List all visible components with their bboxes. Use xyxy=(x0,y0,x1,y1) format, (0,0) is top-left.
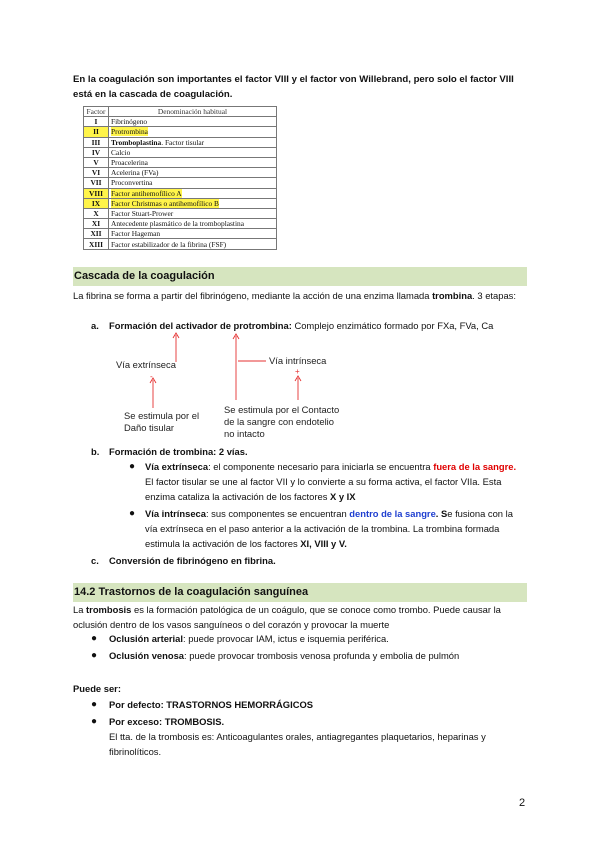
via-intrinseca-sign: + xyxy=(295,367,300,376)
bullet-icon: ● xyxy=(129,461,136,472)
bullet-icon: ● xyxy=(129,508,136,519)
via-intrinseca-item xyxy=(145,506,527,551)
factor-name-text: Acelerina (FVa) xyxy=(111,168,159,178)
factor-number: VI xyxy=(84,168,109,178)
p-bold: trombosis xyxy=(86,604,132,615)
factor-number: XIII xyxy=(84,239,109,249)
via-extrinseca-label: Vía extrínseca xyxy=(116,359,176,370)
factor-number: V xyxy=(84,157,109,167)
factor-name-text: Fibrinógeno xyxy=(111,117,148,127)
item-a-label: a. xyxy=(91,320,99,331)
factor-number: XII xyxy=(84,229,109,239)
factor-number: X xyxy=(84,208,109,218)
cascada-intro-text: La fibrina se forma a partir del fibrinógeno, mediante la acción de una enzima llamada xyxy=(73,290,433,301)
via-extrinseca-sign: - xyxy=(150,372,153,381)
tratamiento-text: El tta. de la trombosis es: Anticoagulantes orales, antiagregantes plaquetarios, heparinas y fibrinolíticos. xyxy=(109,731,486,757)
factor-name-bold: Tromboplastina xyxy=(111,137,162,147)
b2-title: Vía intrínseca xyxy=(145,508,206,519)
factor-number: VIII xyxy=(84,188,109,198)
b1-red: fuera de la sangre. xyxy=(433,461,517,472)
oclusion-venosa-text: : puede provocar trombosis venosa profunda y embolia de pulmón xyxy=(184,650,460,661)
factor-name-text: Protrombina xyxy=(111,127,148,137)
oclusion-venosa-item xyxy=(109,648,529,663)
b1-text: El factor tisular se une al factor VII y lo convierte a su forma activa, el factor VIIa. Esta enzima cataliza la activación de los factores xyxy=(145,476,502,502)
b1-title: Vía extrínseca xyxy=(145,461,209,472)
por-exceso-item: Por exceso: TROMBOSIS. xyxy=(109,716,225,727)
item-b-label: b. xyxy=(91,446,100,457)
b2-bold: XI, VIII y V. xyxy=(300,538,347,549)
factor-name-text: Antecedente plasmático de la tromboplastina xyxy=(111,219,244,229)
factor-name-text: Factor Stuart-Prower xyxy=(111,208,174,218)
trombosis-paragraph xyxy=(73,602,528,632)
section-heading-cascada: Cascada de la coagulación xyxy=(73,267,527,286)
b1-pre: : el componente necesario para iniciarla se encuentra xyxy=(208,461,434,472)
cascada-intro-bold: trombina xyxy=(432,290,473,301)
factor-name-text: Factor estabilizador de la fibrina (FSF) xyxy=(111,239,227,249)
page-number: 2 xyxy=(519,797,526,809)
factor-number: VII xyxy=(84,178,109,188)
via-intrinseca-label: Vía intrínseca xyxy=(269,355,327,366)
item-a-title: Formación del activador de protrombina: xyxy=(109,320,292,331)
factor-name-text: Factor Hageman xyxy=(111,229,161,239)
item-c-title: Conversión de fibrinógeno en fibrina. xyxy=(109,555,276,566)
bullet-icon: ● xyxy=(91,699,98,710)
b2-text-a: . S xyxy=(435,508,448,519)
b1-bold: X y IX xyxy=(330,491,356,502)
item-a-text: Complejo enzimático formado por FXa, FVa, Ca xyxy=(291,320,494,331)
factor-name-text: Proacelerina xyxy=(111,158,148,168)
table-header-denominacion: Denominación habitual xyxy=(109,107,277,117)
factor-number: IV xyxy=(84,147,109,157)
cascada-intro-end: . 3 etapas: xyxy=(472,290,516,301)
oclusion-venosa-title: Oclusión venosa xyxy=(109,650,185,661)
factor-number: I xyxy=(84,117,109,127)
factor-number: IX xyxy=(84,198,109,208)
factor-name-text: Factor Christmas o antihemofílico B xyxy=(111,198,219,208)
oclusion-arterial-text: : puede provocar IAM, ictus e isquemia periférica. xyxy=(182,633,389,644)
factor-name-text: Proconvertina xyxy=(111,178,153,188)
oclusion-arterial-title: Oclusión arterial xyxy=(109,633,183,644)
factor-name-text: Factor antihemofílico A xyxy=(111,188,182,198)
factor-number: XI xyxy=(84,219,109,229)
bullet-icon: ● xyxy=(91,633,98,644)
b2-blue: dentro de la sangre xyxy=(349,508,436,519)
p-pre: La xyxy=(73,604,87,615)
por-defecto-item: Por defecto: TRASTORNOS HEMORRÁGICOS xyxy=(109,699,314,710)
intro-paragraph: En la coagulación son importantes el factor VIII y el factor von Willebrand, pero solo el factor VIII está en la cascada de coagulación. xyxy=(73,74,514,100)
via-intrinseca-note: Se estimula por el Contacto de la sangre con endotelio no intacto xyxy=(224,404,340,439)
via-extrinseca-item xyxy=(145,459,525,504)
puede-ser-label: Puede ser: xyxy=(73,683,121,694)
item-c-label: c. xyxy=(91,555,99,566)
oclusion-arterial-item xyxy=(109,631,529,646)
bullet-icon: ● xyxy=(91,716,98,727)
factor-number: II xyxy=(84,127,109,137)
via-extrinseca-note: Se estimula por el Daño tisular xyxy=(124,410,200,433)
section-heading-trastornos: 14.2 Trastornos de la coagulación sanguínea xyxy=(73,583,527,602)
p-text: es la formación patológica de un coágulo, que se conoce como trombo. Puede causar la oclusión dentro de los vasos sanguíneos o del corazón y provocar la muerte xyxy=(73,604,501,630)
table-header-factor: Factor xyxy=(84,107,109,117)
factor-number: III xyxy=(84,137,109,147)
b2-text-b: e fusiona con la vía extrínseca en el paso anterior a la activación de la trombina. La trombina formada estimula la activación de los factores xyxy=(145,508,513,549)
factor-name-text: . Factor tisular xyxy=(161,137,205,147)
bullet-icon: ● xyxy=(91,650,98,661)
b2-pre: : sus componentes se encuentran xyxy=(205,508,350,519)
factor-name-text: Calcio xyxy=(111,147,131,157)
item-b-title: Formación de trombina: 2 vías. xyxy=(109,446,248,457)
